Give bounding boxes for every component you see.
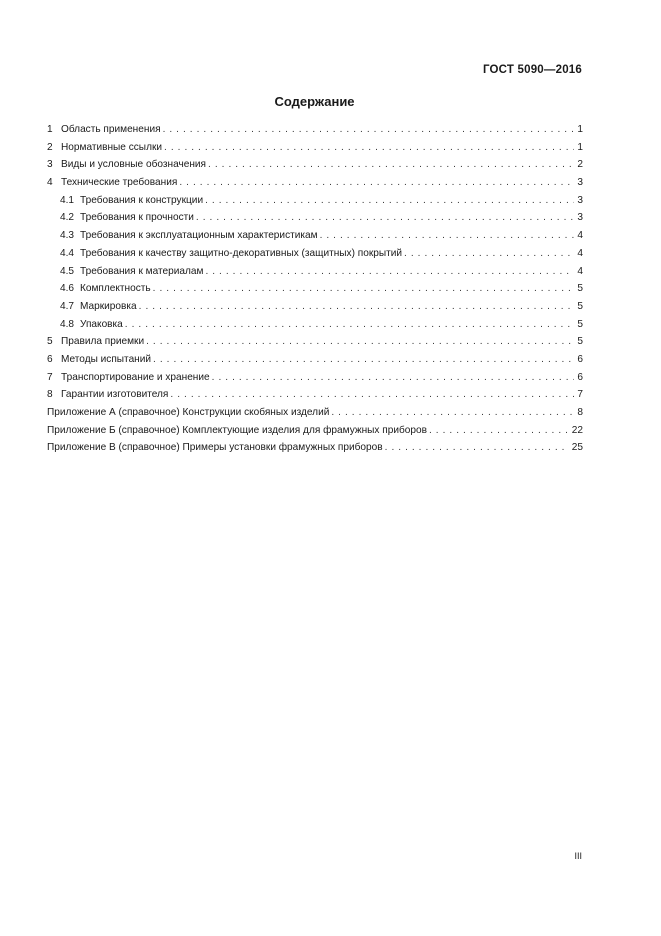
toc-entry[interactable]	[47, 156, 583, 174]
toc-leader-dots	[385, 439, 569, 457]
toc-leader-dots	[429, 422, 569, 440]
toc-entry-page: 4	[577, 247, 583, 259]
toc-entry-page: 5	[577, 318, 583, 330]
toc-entry-label: Требования к эксплуатационным характеристикам	[80, 230, 318, 242]
toc-entry[interactable]	[47, 227, 583, 245]
toc-entry-page: 7	[577, 389, 583, 401]
toc-leader-dots	[208, 156, 574, 174]
toc-leader-dots	[153, 351, 574, 369]
toc-leader-dots	[125, 316, 575, 334]
toc-entry-number: 4.1	[60, 194, 75, 206]
toc-entry[interactable]	[47, 192, 583, 210]
toc-entry[interactable]	[47, 121, 583, 139]
toc-entry-number: 6	[47, 353, 53, 365]
toc-entry-label: Методы испытаний	[61, 353, 152, 365]
standard-designation: ГОСТ 5090—2016	[482, 64, 582, 76]
toc-entry-number: 4.3	[60, 230, 75, 242]
toc-entry-label: Технические требования	[61, 177, 178, 189]
toc-leader-dots	[205, 192, 574, 210]
toc-entry[interactable]	[47, 174, 583, 192]
toc-entry-label: Требования к качеству защитно-декоративных (защитных) покрытий	[80, 247, 403, 259]
toc-entry-label: Требования к прочности	[80, 212, 194, 224]
toc-leader-dots	[196, 209, 574, 227]
toc-entry-page: 5	[577, 336, 583, 348]
toc-entry-label: Упаковка	[80, 318, 123, 330]
toc-entry-label: Нормативные ссылки	[61, 141, 163, 153]
toc-entry-number: 4.4	[60, 247, 75, 259]
toc-entry-number: 4.2	[60, 212, 75, 224]
toc-entry-label: Комплектность	[80, 283, 151, 295]
toc-entry-page: 4	[577, 230, 583, 242]
toc-leader-dots	[320, 227, 575, 245]
toc-entry-label: Требования к конструкции	[80, 194, 204, 206]
toc-entry-label: Гарантии изготовителя	[61, 389, 169, 401]
toc-entry[interactable]	[47, 280, 583, 298]
toc-entry-number: 5	[47, 336, 53, 348]
toc-entry-number: 8	[47, 389, 53, 401]
toc-entry-page: 25	[571, 442, 583, 454]
toc-leader-dots	[164, 139, 574, 157]
toc-leader-dots	[404, 245, 574, 263]
toc-leader-dots	[212, 369, 575, 387]
toc-entry[interactable]	[47, 386, 583, 404]
toc-leader-dots	[153, 280, 575, 298]
toc-leader-dots	[146, 333, 574, 351]
toc-entry[interactable]	[47, 245, 583, 263]
toc-entry[interactable]	[47, 369, 583, 387]
toc-entry-page: 22	[571, 424, 583, 436]
toc-entry-label: Правила приемки	[61, 336, 145, 348]
toc-entry[interactable]	[47, 333, 583, 351]
toc-entry-page: 3	[577, 212, 583, 224]
toc-entry[interactable]	[47, 139, 583, 157]
toc-entry-label: Приложение Б (справочное) Комплектующие изделия для фрамужных приборов	[47, 424, 427, 436]
toc-leader-dots	[163, 121, 575, 139]
toc-entry-page: 3	[577, 194, 583, 206]
toc-entry-number: 4.6	[60, 283, 75, 295]
toc-entry-label: Область применения	[61, 124, 161, 135]
toc-entry-page: 6	[577, 371, 583, 383]
toc-entry-page: 2	[577, 159, 583, 171]
toc-entry-page: 8	[577, 407, 583, 418]
toc-entry-page: 6	[577, 353, 583, 365]
table-of-contents	[47, 121, 583, 457]
page-title: Содержание	[274, 94, 355, 109]
toc-entry-label: Транспортирование и хранение	[61, 371, 210, 383]
page-number: III	[574, 851, 582, 861]
toc-entry-label: Виды и условные обозначения	[61, 159, 207, 171]
toc-entry-label: Маркировка	[80, 300, 137, 312]
toc-entry-number: 4	[47, 177, 53, 189]
toc-entry-label: Требования к материалам	[80, 265, 204, 277]
toc-entry[interactable]	[47, 209, 583, 227]
toc-entry-number: 7	[47, 371, 53, 383]
toc-entry[interactable]	[47, 316, 583, 334]
toc-entry[interactable]	[47, 298, 583, 316]
toc-entry-page: 5	[577, 283, 583, 295]
toc-entry-label: Приложение В (справочное) Примеры установки фрамужных приборов	[47, 442, 383, 454]
toc-entry-number: 2	[47, 141, 53, 153]
toc-leader-dots	[139, 298, 575, 316]
toc-entry-number: 3	[47, 159, 53, 171]
toc-entry-number: 4.7	[60, 300, 75, 312]
toc-entry[interactable]	[47, 263, 583, 281]
toc-entry-number: 4.5	[60, 265, 75, 277]
toc-entry-page: 3	[577, 177, 583, 189]
toc-leader-dots	[205, 263, 574, 281]
toc-leader-dots	[331, 404, 574, 422]
toc-entry[interactable]	[47, 351, 583, 369]
toc-entry[interactable]	[47, 439, 583, 457]
toc-entry-label: Приложение А (справочное) Конструкции скобяных изделий	[47, 407, 330, 418]
toc-leader-dots	[170, 386, 574, 404]
toc-entry[interactable]	[47, 404, 583, 422]
toc-entry[interactable]	[47, 422, 583, 440]
toc-entry-page: 5	[577, 300, 583, 312]
toc-entry-number: 4.8	[60, 318, 75, 330]
toc-entry-number: 1	[47, 124, 53, 135]
toc-entry-page: 4	[577, 265, 583, 277]
toc-leader-dots	[179, 174, 574, 192]
toc-entry-page: 1	[577, 141, 583, 153]
toc-entry-page: 1	[577, 124, 583, 135]
